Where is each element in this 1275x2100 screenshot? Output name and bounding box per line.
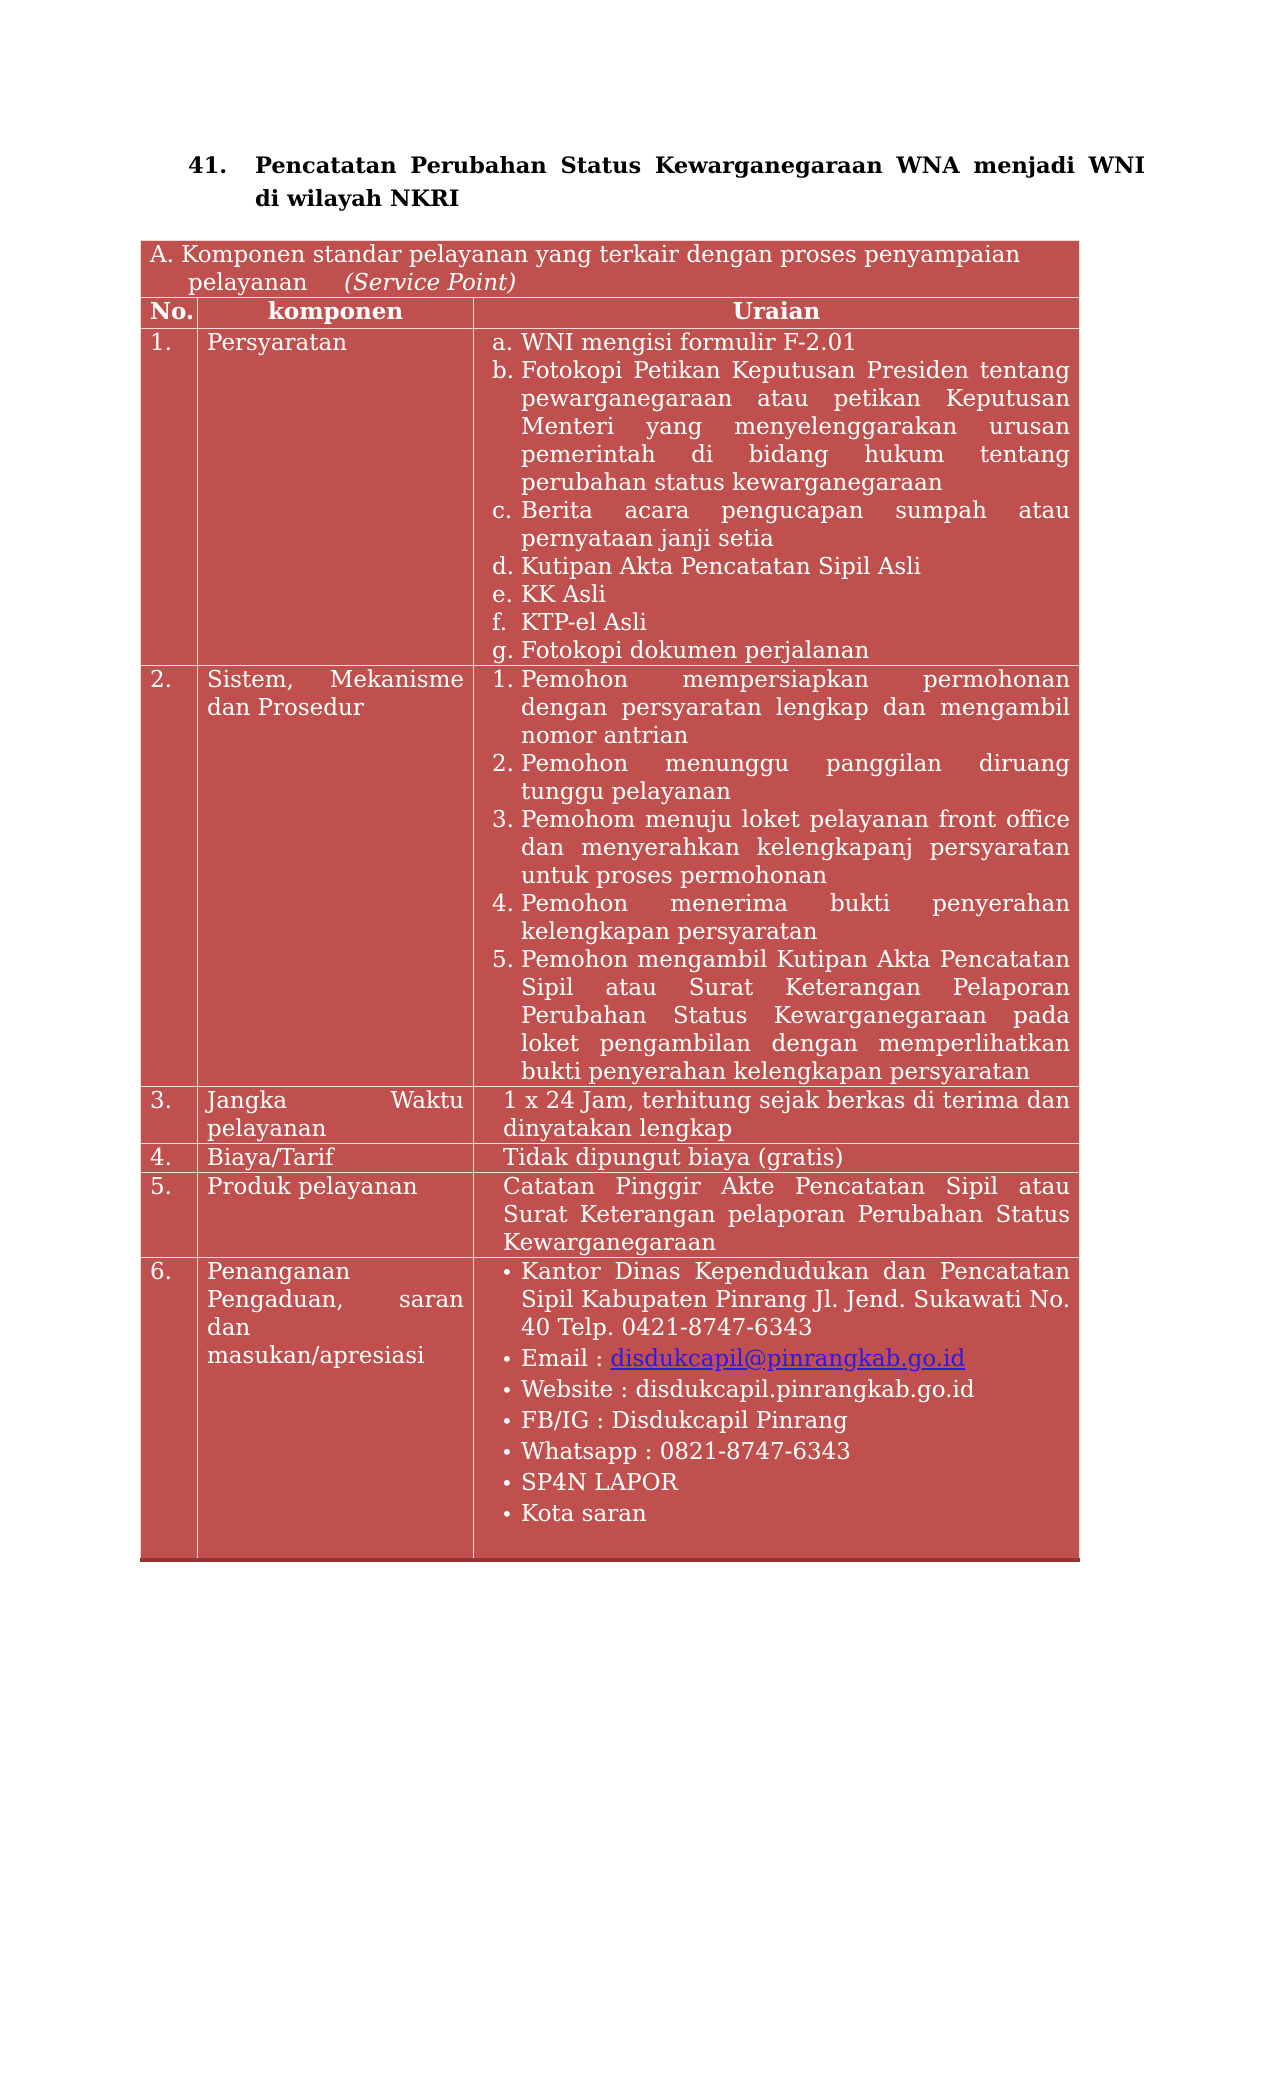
header-no: No. — [141, 298, 198, 329]
list-item-text: WNI mengisi formulir F-2.01 — [521, 330, 857, 356]
whatsapp-text: Whatsapp : 0821-8747-6343 — [521, 1439, 851, 1465]
table-header-row — [141, 298, 1080, 329]
list-item — [483, 1345, 1070, 1373]
row-component: Persyaratan — [198, 329, 474, 666]
list-marker: e. — [492, 582, 513, 608]
row-number: 4. — [141, 1144, 198, 1173]
row-description — [474, 1258, 1080, 1561]
list-item-text: Berita acara pengucapan sumpah atau pernyataan janji setia — [521, 498, 1071, 552]
bullet-icon: • — [501, 1378, 513, 1402]
row-component: Biaya/Tarif — [198, 1144, 474, 1173]
row-number: 3. — [141, 1087, 198, 1144]
suggestion-box-text: Kota saran — [521, 1501, 647, 1527]
list-marker: f. — [492, 610, 508, 636]
table-row — [141, 1258, 1080, 1561]
row-number: 6. — [141, 1258, 198, 1561]
list-item — [483, 581, 1070, 609]
list-marker: 4. — [492, 891, 514, 917]
list-item — [483, 609, 1070, 637]
list-item-text: Pemohom menuju loket pelayanan front office dan menyerahkan kelengkapanj persyaratan untuk proses permohonan — [521, 807, 1071, 889]
row-description: 1 x 24 Jam, terhitung sejak berkas di terima dan dinyatakan lengkap — [474, 1087, 1080, 1144]
list-item-text: Fotokopi Petikan Keputusan Presiden tentang pewarganegaraan atau petikan Keputusan Menteri yang menyelenggarakan urusan pemerintah di bidang hukum tentang perubahan status kewarganegaraan — [521, 358, 1071, 496]
list-marker: 3. — [492, 807, 514, 833]
row-number: 2. — [141, 666, 198, 1087]
procedure-list — [483, 666, 1070, 1086]
list-item-text: Pemohon menunggu panggilan diruang tunggu pelayanan — [521, 751, 1071, 805]
service-point-label: (Service Point) — [344, 270, 517, 296]
website-text: Website : disdukcapil.pinrangkab.go.id — [521, 1377, 975, 1403]
email-link[interactable]: disdukcapil@pinrangkab.go.id — [610, 1346, 966, 1372]
list-item — [483, 553, 1070, 581]
list-item — [483, 666, 1070, 750]
list-item-text: Pemohon mengambil Kutipan Akta Pencatatan Sipil atau Surat Keterangan Pelaporan Perubahan Status Kewarganegaraan pada loket pengambilan dengan memperlihatkan bukti penyerahan kelengkapan persyaratan — [521, 947, 1071, 1085]
list-item — [483, 1376, 1070, 1404]
list-marker: a. — [492, 330, 514, 356]
service-standard-table — [140, 240, 1080, 1562]
list-item — [483, 637, 1070, 665]
list-item-text: Pemohon mempersiapkan permohonan dengan persyaratan lengkap dan mengambil nomor antrian — [521, 667, 1071, 749]
social-media-text: FB/IG : Disdukcapil Pinrang — [521, 1408, 848, 1434]
list-marker: 1. — [492, 667, 514, 693]
list-marker: c. — [492, 498, 513, 524]
list-item — [483, 890, 1070, 946]
list-item-text: Kutipan Akta Pencatatan Sipil Asli — [521, 554, 921, 580]
bullet-icon: • — [501, 1440, 513, 1464]
section-title-text: pelayanan — [188, 270, 308, 296]
row-description: Tidak dipungut biaya (gratis) — [474, 1144, 1080, 1173]
list-item — [483, 357, 1070, 497]
section-title-line2 — [150, 269, 1070, 297]
header-uraian: Uraian — [474, 298, 1080, 329]
heading-title — [255, 150, 1145, 216]
list-marker: b. — [492, 358, 515, 384]
table-row — [141, 1173, 1080, 1258]
list-item — [483, 1258, 1070, 1342]
row-component — [198, 1087, 474, 1144]
list-item-text: KTP-el Asli — [521, 610, 647, 636]
heading-title-line2: di wilayah NKRI — [255, 186, 460, 212]
row-component: Sistem, Mekanisme dan Prosedur — [198, 666, 474, 1087]
row-component: Produk pelayanan — [198, 1173, 474, 1258]
row-component-text: Jangka Waktu pelayanan — [207, 1088, 464, 1142]
list-item-text: Fotokopi dokumen perjalanan — [521, 638, 870, 664]
row-number: 5. — [141, 1173, 198, 1258]
bullet-icon: • — [501, 1347, 513, 1371]
list-item-text: Pemohon menerima bukti penyerahan kelengkapan persyaratan — [521, 891, 1071, 945]
list-marker: d. — [492, 554, 515, 580]
table-row — [141, 1087, 1080, 1144]
complaint-channels-list — [483, 1258, 1070, 1528]
section-title-cell — [141, 241, 1080, 298]
email-label: Email : — [521, 1346, 611, 1372]
table-row — [141, 1144, 1080, 1173]
requirements-list — [483, 329, 1070, 665]
list-item — [483, 497, 1070, 553]
office-address: Kantor Dinas Kependudukan dan Pencatatan Sipil Kabupaten Pinrang Jl. Jend. Sukawati No. 40 Telp. 0421-8747-6343 — [521, 1259, 1071, 1341]
list-marker: 2. — [492, 751, 514, 777]
row-number: 1. — [141, 329, 198, 666]
row-description: Catatan Pinggir Akte Pencatatan Sipil atau Surat Keterangan pelaporan Perubahan Status Kewarganegaraan — [474, 1173, 1080, 1258]
row-description — [474, 666, 1080, 1087]
heading-number: 41. — [188, 153, 228, 179]
bullet-icon: • — [501, 1471, 513, 1495]
heading-title-line1: Pencatatan Perubahan Status Kewarganegaraan WNA menjadi WNI — [255, 153, 1145, 179]
list-item — [483, 1500, 1070, 1528]
table-row — [141, 666, 1080, 1087]
row-description — [474, 329, 1080, 666]
list-item — [483, 750, 1070, 806]
list-item — [483, 806, 1070, 890]
row-component: Penanganan Pengaduan, saran dan masukan/apresiasi — [198, 1258, 474, 1561]
section-title-line1: A. Komponen standar pelayanan yang terkair dengan proses penyampaian — [150, 242, 1021, 268]
header-komponen: komponen — [198, 298, 474, 329]
table-row — [141, 329, 1080, 666]
list-item — [483, 1438, 1070, 1466]
list-item — [483, 1469, 1070, 1497]
list-marker: 5. — [492, 947, 514, 973]
list-item — [483, 946, 1070, 1086]
list-item — [483, 1407, 1070, 1435]
list-item-text: KK Asli — [521, 582, 606, 608]
list-marker: g. — [492, 638, 515, 664]
sp4n-text: SP4N LAPOR — [521, 1470, 678, 1496]
bullet-icon: • — [501, 1260, 513, 1284]
list-item — [483, 329, 1070, 357]
bullet-icon: • — [501, 1409, 513, 1433]
bullet-icon: • — [501, 1502, 513, 1526]
